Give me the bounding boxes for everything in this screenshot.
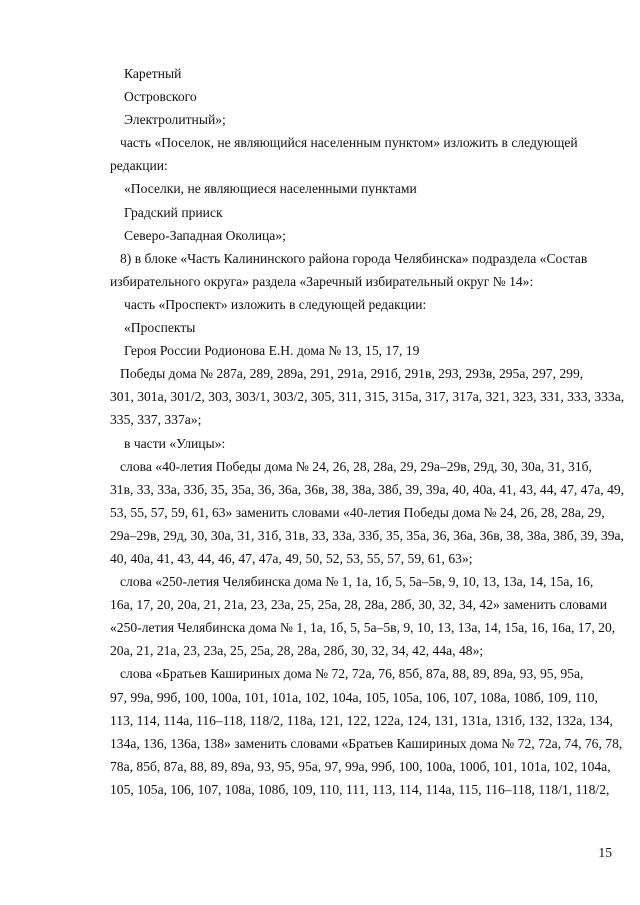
text-line: Электролитный»; [124,112,226,128]
text-line: «Поселки, не являющиеся населенными пунктами [124,181,417,197]
text-line: 16а, 17, 20, 20а, 21, 21а, 23, 23а, 25, 25а, 28, 28а, 28б, 30, 32, 34, 42» заменить словами [110,597,608,613]
text-line: 29а–29в, 29д, 30, 30а, 31, 31б, 31в, 33, 33а, 33б, 35, 35а, 36, 36а, 36в, 38, 38а, 38б, 39, 39а, [110,527,624,543]
text-line: редакции: [110,158,168,174]
text-line: 105, 105а, 106, 107, 108а, 108б, 109, 110, 111, 113, 114, 114а, 115, 116–118, 118/1, 118/2, [110,781,610,797]
paragraph-bratyev-kashirinykh [110,662,623,801]
text-line: 113, 114, 114а, 116–118, 118/2, 118а, 121, 122, 122а, 124, 131, 131а, 131б, 132, 132а, 134, [110,712,613,728]
text-line: 31в, 33, 33а, 33б, 35, 35а, 36, 36а, 36в, 38, 38а, 38б, 39, 39а, 40, 40а, 41, 43, 44, 47, 47а, 49, [110,481,625,497]
text-line: 8) в блоке «Часть Калининского района города Челябинска» подраздела «Состав [120,250,588,266]
text-line: «250-летия Челябинска дома № 1, 1а, 1б, 5, 5а–5в, 9, 10, 13, 13а, 14, 15а, 16, 16а, 17, 20, [110,620,616,636]
page-number: 15 [598,845,612,860]
paragraph-250-letiya [110,570,616,662]
text-line: «Проспекты [124,320,196,336]
text-line: 134а, 136, 136а, 138» заменить словами «Братьев Кашириных дома № 72, 72а, 74, 76, 78, [110,735,623,751]
text-line: Каретный [124,66,182,81]
text-line: 97, 99а, 99б, 100, 100а, 101, 101а, 102, 104а, 105, 105а, 106, 107, 108а, 108б, 109, 110, [110,689,598,705]
text-line: в части «Улицы»: [124,435,226,451]
text-line: Героя России Родионова Е.Н. дома № 13, 15, 17, 19 [124,343,420,359]
paragraph-point-8 [110,247,604,293]
paragraph-pobedy [110,362,625,431]
text-line: слова «Братьев Кашириных дома № 72, 72а, 76, 85б, 87а, 88, 89, 89а, 93, 95, 95а, [120,666,584,682]
text-line: 53, 55, 57, 59, 61, 63» заменить словами «40-летия Победы дома № 24, 26, 28, 28а, 29, [110,504,605,520]
paragraph-poselok [110,131,604,177]
text-line: 20а, 21, 21а, 23, 23а, 25, 25а, 28, 28а, 28б, 30, 32, 34, 42, 44а, 48»; [110,643,484,659]
text-line: Победы дома № 287а, 289, 289а, 291, 291а, 291б, 291в, 293, 293в, 295а, 297, 299, [120,366,584,382]
text-line: слова «250-летия Челябинска дома № 1, 1а, 1б, 5, 5а–5в, 9, 10, 13, 13а, 14, 15а, 16, [120,574,594,590]
paragraph-40-letiya [110,455,625,570]
text-line: 335, 337, 337а»; [110,412,202,428]
text-line: слова «40-летия Победы дома № 24, 26, 28, 28а, 29, 29а–29в, 29д, 30, 30а, 31, 31б, [120,458,592,474]
text-line: 40, 40а, 41, 43, 44, 46, 47, 47а, 49, 50, 52, 53, 55, 57, 59, 61, 63»; [110,550,473,566]
text-line: часть «Проспект» изложить в следующей редакции: [124,296,427,312]
text-line: 78а, 85б, 87а, 88, 89, 89а, 93, 95, 95а, 97, 99а, 99б, 100, 100а, 100б, 101, 101а, 102, 104а, [110,758,611,774]
text-line: Островского [124,89,197,105]
text-line: Северо-Западная Околица»; [124,227,286,243]
text-line: Градский прииск [124,204,223,220]
text-line: избирательного округа» раздела «Заречный избирательный округ № 14»: [110,273,534,289]
text-line: 301, 301а, 301/2, 303, 303/1, 303/2, 305, 311, 315, 315а, 317, 317а, 321, 323, 331, 333, 333а, [110,389,625,405]
text-line: часть «Поселок, не являющийся населенным пунктом» изложить в следующей [120,135,578,151]
